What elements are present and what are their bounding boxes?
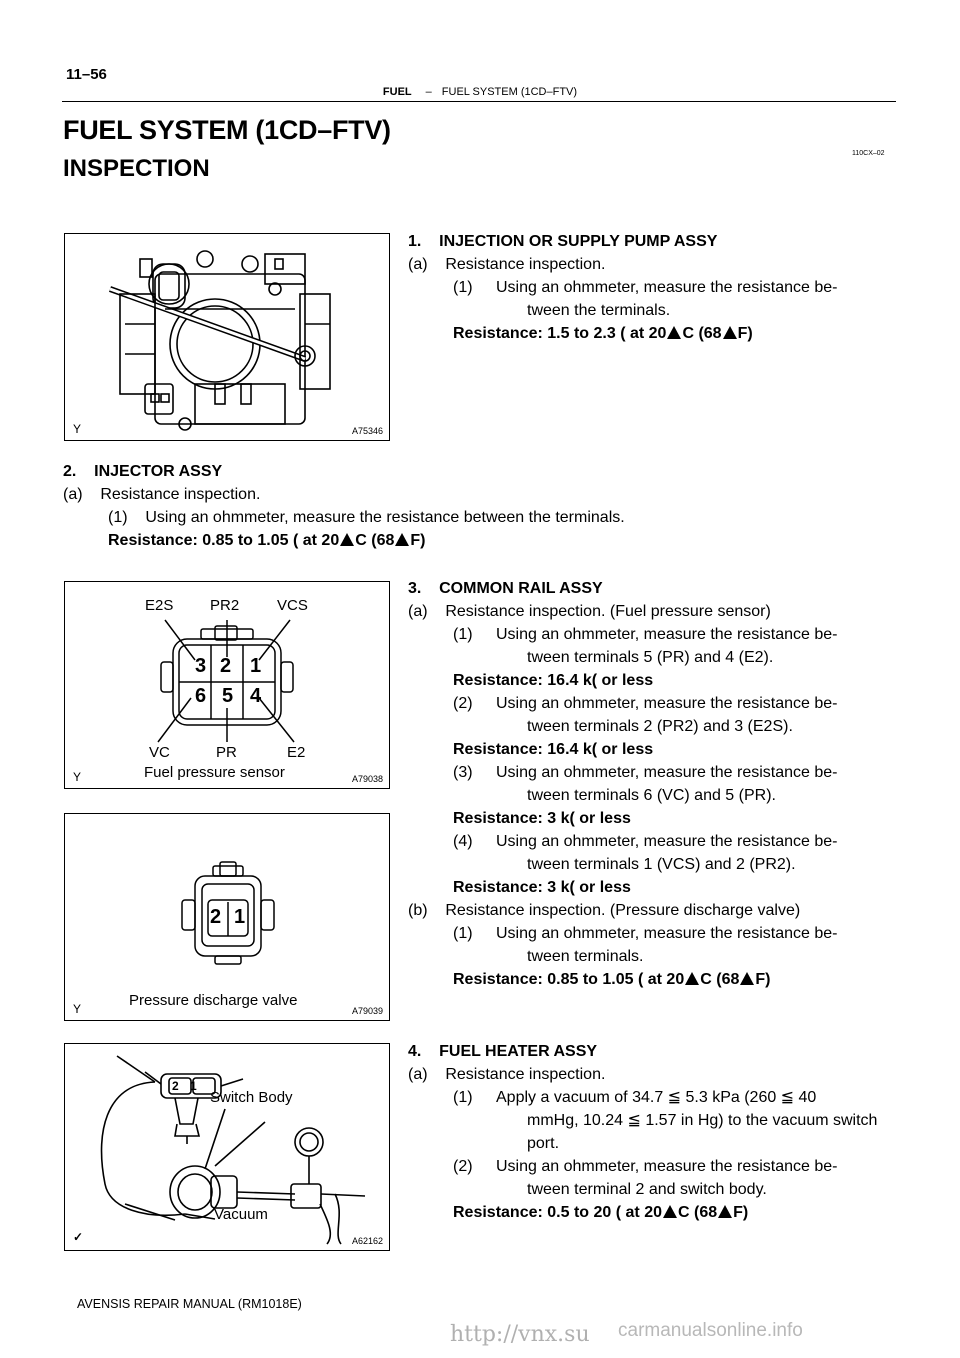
s3-b1 (408, 922, 898, 968)
pin-6: 6 (195, 685, 207, 707)
s3-p1-num: (1) (453, 626, 473, 643)
fig3-mark: Y (73, 1002, 82, 1016)
s4-p2 (408, 1155, 898, 1201)
s3-b1-l2: tween terminals. (527, 948, 644, 965)
header-subsection: FUEL SYSTEM (1CD–FTV) (441, 86, 578, 98)
degree-icon (667, 326, 681, 339)
s3-p2-l2: tween terminals 2 (PR2) and 3 (E2S). (527, 718, 793, 735)
degree-icon (723, 326, 737, 339)
degree-icon (685, 972, 699, 985)
s1-spec (408, 322, 898, 345)
s2-spec-a: Resistance: 0.85 to 1.05 ( at 20 (108, 532, 340, 549)
fig1-mark: Y (73, 422, 82, 436)
watermark-site[interactable]: carmanualsonline.info (618, 1320, 803, 1341)
s3-p3 (408, 761, 898, 807)
s2-heading: 2. INJECTOR ASSY (63, 463, 223, 480)
s1-spec-a: Resistance: 1.5 to 2.3 ( at 20 (453, 325, 667, 342)
figure-pump (64, 233, 390, 441)
label-e2: E2 (287, 744, 306, 761)
fig3-caption: Pressure discharge valve (129, 992, 298, 1009)
s1-p1-num: (1) (453, 279, 473, 296)
s3-a: (a) Resistance inspection. (Fuel pressure sensor) (408, 603, 771, 620)
label-vacuum: Vacuum (214, 1206, 268, 1223)
section-1 (408, 230, 898, 345)
s3-spec4: Resistance: 3 k( or less (453, 879, 631, 896)
degree-icon (340, 533, 354, 546)
label-pr2: PR2 (210, 597, 240, 614)
s3-p4-l1: Using an ohmmeter, measure the resistance be- (496, 833, 838, 850)
s2-a: (a) Resistance inspection. (63, 486, 261, 503)
figure-pressure-discharge-valve (64, 813, 390, 1021)
s2-spec-b: C (68 (355, 532, 395, 549)
figure-fuel-heater (64, 1043, 390, 1251)
s3-spec5-b: C (68 (700, 971, 740, 988)
label-vcs: VCS (277, 597, 308, 614)
s3-b: (b) Resistance inspection. (Pressure discharge valve) (408, 902, 801, 919)
pin-5: 5 (222, 685, 234, 707)
s4-p2-l2: tween terminal 2 and switch body. (527, 1181, 767, 1198)
s1-spec-c: F) (737, 325, 753, 342)
s2-spec (63, 529, 903, 552)
s1-p1-l1: Using an ohmmeter, measure the resistance be- (496, 279, 838, 296)
s4-a: (a) Resistance inspection. (408, 1066, 606, 1083)
page-number: 11–56 (66, 66, 107, 83)
s3-p4 (408, 830, 898, 876)
pin-1: 1 (250, 655, 262, 677)
s1-p1 (408, 276, 898, 322)
running-header (0, 86, 960, 98)
section-3 (408, 577, 898, 991)
s2-p1: (1) Using an ohmmeter, measure the resistance between the terminals. (108, 509, 625, 526)
s3-b1-num: (1) (453, 925, 473, 942)
pin-1: 1 (234, 906, 246, 928)
s3-spec3: Resistance: 3 k( or less (453, 810, 631, 827)
s1-spec-b: C (68 (682, 325, 722, 342)
doc-id: 110CX–02 (852, 150, 885, 157)
s4-spec (408, 1201, 898, 1224)
s4-p1-num: (1) (453, 1089, 473, 1106)
s4-spec-c: F) (733, 1204, 749, 1221)
s3-p2-l1: Using an ohmmeter, measure the resistance be- (496, 695, 838, 712)
s3-p2-num: (2) (453, 695, 473, 712)
degree-icon (395, 533, 409, 546)
section-4 (408, 1040, 898, 1224)
pin-3: 3 (195, 655, 207, 677)
s3-spec5 (408, 968, 898, 991)
s3-p2 (408, 692, 898, 738)
header-dash: – (425, 86, 432, 98)
header-section: FUEL (382, 86, 412, 98)
s3-spec1: Resistance: 16.4 k( or less (453, 672, 654, 689)
s4-spec-b: C (68 (677, 1204, 718, 1221)
s3-p1-l2: tween terminals 5 (PR) and 4 (E2). (527, 649, 774, 666)
s3-p3-num: (3) (453, 764, 473, 781)
s1-a: (a) Resistance inspection. (408, 256, 606, 273)
s4-p1-l3: port. (527, 1135, 560, 1152)
section-2 (63, 460, 903, 552)
fig3-id: A79039 (351, 1006, 383, 1016)
pin-4: 4 (250, 685, 262, 707)
s4-p1-l2: mmHg, 10.24 ≦ 1.57 in Hg) to the vacuum switch (527, 1112, 878, 1129)
s4-p1-l1: Apply a vacuum of 34.7 ≦ 5.3 kPa (260 ≦ 40 (496, 1089, 817, 1106)
fig1-id: A75346 (351, 426, 383, 436)
s1-p1-l2: tween the terminals. (527, 302, 671, 319)
s3-spec5-a: Resistance: 0.85 to 1.05 ( at 20 (453, 971, 685, 988)
watermark-url[interactable]: http://vnx.su (450, 1322, 590, 1347)
page-title: FUEL SYSTEM (1CD–FTV) (63, 115, 391, 145)
s4-p2-l1: Using an ohmmeter, measure the resistance be- (496, 1158, 838, 1175)
label-vc: VC (149, 744, 170, 761)
s4-heading: 4. FUEL HEATER ASSY (408, 1043, 598, 1060)
s4-spec-a: Resistance: 0.5 to 20 ( at 20 (453, 1204, 662, 1221)
fig4-id: A62162 (351, 1236, 383, 1246)
degree-icon (663, 1205, 677, 1218)
s2-spec-c: F) (410, 532, 426, 549)
s3-p1-l1: Using an ohmmeter, measure the resistance be- (496, 626, 838, 643)
label-switch-body: Switch Body (210, 1089, 293, 1106)
s4-p2-num: (2) (453, 1158, 473, 1175)
s3-spec5-c: F) (755, 971, 771, 988)
s3-p3-l1: Using an ohmmeter, measure the resistance be- (496, 764, 838, 781)
s3-p4-num: (4) (453, 833, 473, 850)
degree-icon (740, 972, 754, 985)
fig2-mark: Y (73, 770, 82, 784)
fig2-caption: Fuel pressure sensor (144, 764, 285, 781)
fig4-mark: ✓ (73, 1230, 84, 1244)
s3-p3-l2: tween terminals 6 (VC) and 5 (PR). (527, 787, 776, 804)
pump-illustration (65, 234, 388, 439)
pin-2: 2 (220, 655, 232, 677)
pin-2: 2 (210, 906, 222, 928)
footer: AVENSIS REPAIR MANUAL (RM1018E) (77, 1297, 302, 1311)
heater-pins: 2 1 (172, 1079, 201, 1093)
s3-b1-l1: Using an ohmmeter, measure the resistance be- (496, 925, 838, 942)
s4-p1 (408, 1086, 898, 1155)
label-e2s: E2S (145, 597, 174, 614)
s3-spec2: Resistance: 16.4 k( or less (453, 741, 654, 758)
s3-p1 (408, 623, 898, 669)
header-rule (62, 101, 896, 102)
s3-p4-l2: tween terminals 1 (VCS) and 2 (PR2). (527, 856, 796, 873)
s1-heading: 1. INJECTION OR SUPPLY PUMP ASSY (408, 233, 718, 250)
degree-icon (718, 1205, 732, 1218)
valve-connector-diagram (65, 814, 388, 1019)
fig2-id: A79038 (351, 774, 383, 784)
label-pr: PR (216, 744, 237, 761)
page-subtitle: INSPECTION (63, 155, 210, 182)
figure-fuel-pressure-sensor (64, 581, 390, 789)
s3-heading: 3. COMMON RAIL ASSY (408, 580, 603, 597)
